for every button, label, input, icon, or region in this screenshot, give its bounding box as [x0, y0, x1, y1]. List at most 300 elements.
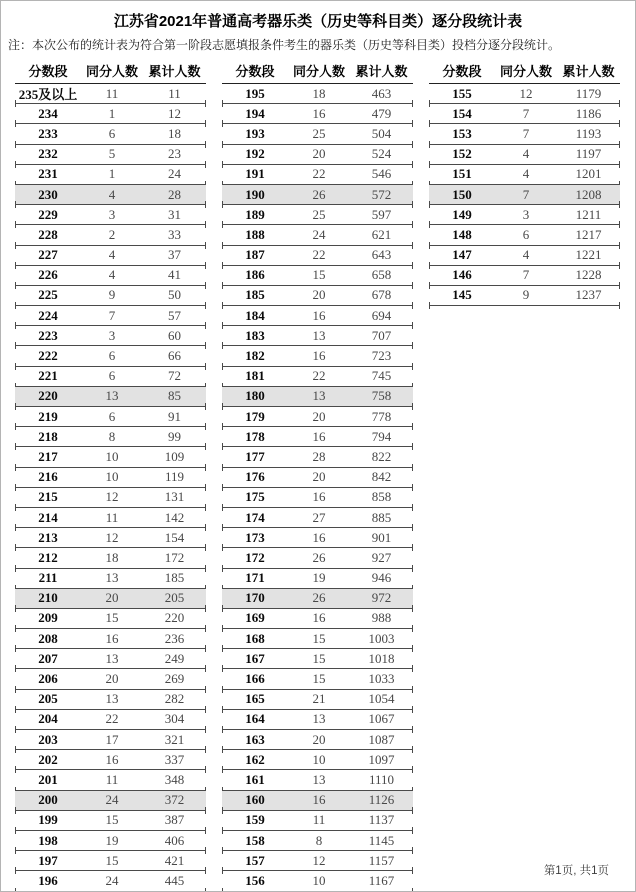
- score-cell: 184: [245, 307, 265, 323]
- cumulative-cell: 37: [168, 247, 181, 263]
- table-row: [15, 84, 206, 104]
- table-row: [15, 225, 206, 245]
- count-cell: 10: [105, 469, 119, 485]
- count-cell: 8: [315, 832, 323, 848]
- count-cell: 13: [105, 570, 119, 586]
- count-cell: 9: [522, 287, 530, 303]
- cumulative-cell: 946: [371, 570, 392, 586]
- table-row: [15, 306, 206, 326]
- table-row: [222, 326, 413, 346]
- cumulative-cell: 1208: [575, 186, 602, 202]
- score-cell: 170: [245, 590, 265, 606]
- count-cell: 13: [105, 691, 119, 707]
- score-cell: 209: [38, 610, 58, 626]
- table-row: [15, 246, 206, 266]
- score-cell: 227: [38, 247, 58, 263]
- table-row: [222, 609, 413, 629]
- table-row: [15, 710, 206, 730]
- cumulative-cell: 50: [168, 287, 181, 303]
- count-cell: 16: [312, 307, 326, 323]
- count-cell: 6: [522, 226, 530, 242]
- count-cell: 28: [312, 448, 326, 464]
- score-cell: 199: [38, 812, 58, 828]
- cumulative-cell: 321: [164, 731, 185, 747]
- table-row: [222, 367, 413, 387]
- score-cell: 207: [38, 650, 58, 666]
- score-cell: 226: [38, 267, 58, 283]
- score-cell: 153: [452, 125, 472, 141]
- cumulative-column-header: 累计人数: [562, 63, 615, 79]
- score-cell: 181: [245, 368, 265, 384]
- cumulative-cell: 1097: [368, 751, 395, 767]
- count-cell: 10: [105, 448, 119, 464]
- cumulative-cell: 822: [371, 448, 392, 464]
- score-cell: 193: [245, 125, 265, 141]
- table-row: [222, 124, 413, 144]
- table-row: [429, 165, 620, 185]
- score-cell: 215: [38, 489, 58, 505]
- score-cell: 169: [245, 610, 265, 626]
- table-row: [222, 104, 413, 124]
- cumulative-cell: 282: [164, 691, 185, 707]
- score-cell: 160: [245, 792, 265, 808]
- count-cell: 16: [312, 610, 326, 626]
- cumulative-cell: 572: [371, 186, 392, 202]
- table-row: [429, 185, 620, 205]
- score-cell: 145: [452, 287, 472, 303]
- table-row: [15, 488, 206, 508]
- score-cell: 171: [245, 570, 265, 586]
- cumulative-cell: 372: [164, 792, 185, 808]
- score-cell: 178: [245, 428, 265, 444]
- cumulative-cell: 11: [168, 85, 181, 101]
- cumulative-cell: 723: [371, 348, 392, 364]
- cumulative-cell: 304: [164, 711, 185, 727]
- cumulative-cell: 41: [168, 267, 181, 283]
- cumulative-cell: 901: [371, 529, 392, 545]
- table-header-row: [15, 57, 206, 84]
- cumulative-cell: 18: [168, 125, 181, 141]
- cumulative-cell: 927: [371, 549, 392, 565]
- cumulative-cell: 445: [164, 872, 185, 888]
- count-cell: 15: [312, 650, 326, 666]
- table-header-row: [222, 57, 413, 84]
- score-cell: 222: [38, 348, 58, 364]
- table-row: [222, 649, 413, 669]
- count-cell: 16: [105, 751, 119, 767]
- table-row: [15, 427, 206, 447]
- count-cell: 13: [312, 388, 326, 404]
- count-cell: 4: [108, 247, 116, 263]
- table-row: [15, 811, 206, 831]
- table-row: [222, 427, 413, 447]
- count-cell: 20: [312, 146, 326, 162]
- count-cell: 22: [312, 166, 326, 182]
- score-cell: 161: [245, 771, 265, 787]
- table-row: [222, 569, 413, 589]
- table-row: [15, 326, 206, 346]
- score-cell: 146: [452, 267, 472, 283]
- score-cell: 221: [38, 368, 58, 384]
- cumulative-cell: 794: [371, 428, 392, 444]
- score-cell: 152: [452, 146, 472, 162]
- score-cell: 220: [38, 388, 58, 404]
- cumulative-cell: 1197: [575, 146, 602, 162]
- table-row: [222, 629, 413, 649]
- count-cell: 11: [105, 85, 119, 101]
- count-cell: 15: [105, 812, 119, 828]
- score-cell: 231: [38, 166, 58, 182]
- score-cell: 235及以上: [18, 87, 78, 103]
- count-cell: 8: [108, 428, 116, 444]
- score-cell: 164: [245, 711, 265, 727]
- table-row: [222, 710, 413, 730]
- table-row: [222, 690, 413, 710]
- table-row: [15, 791, 206, 811]
- table-row: [15, 468, 206, 488]
- score-cell: 148: [452, 226, 472, 242]
- table-row: [15, 548, 206, 568]
- count-cell: 25: [312, 206, 326, 222]
- table-row: [15, 185, 206, 205]
- score-cell: 216: [38, 469, 58, 485]
- table-row: [222, 387, 413, 407]
- cumulative-cell: 66: [168, 348, 181, 364]
- cumulative-cell: 778: [371, 408, 392, 424]
- count-cell: 26: [312, 549, 326, 565]
- score-cell: 192: [245, 146, 265, 162]
- count-cell: 22: [312, 247, 326, 263]
- tables-container: [1, 53, 635, 892]
- table-row: [222, 185, 413, 205]
- score-cell: 210: [38, 590, 58, 606]
- table-row: [15, 205, 206, 225]
- cumulative-cell: 1179: [575, 85, 602, 101]
- table-row: [222, 770, 413, 790]
- count-cell: 13: [105, 650, 119, 666]
- cumulative-cell: 85: [168, 388, 181, 404]
- cumulative-cell: 524: [371, 146, 392, 162]
- count-cell: 13: [105, 388, 119, 404]
- count-cell: 12: [105, 489, 119, 505]
- cumulative-cell: 643: [371, 247, 392, 263]
- table-row: [15, 104, 206, 124]
- table-row: [15, 165, 206, 185]
- cumulative-cell: 1228: [575, 267, 602, 283]
- table-row: [222, 811, 413, 831]
- cumulative-cell: 1137: [368, 812, 395, 828]
- cumulative-cell: 658: [371, 267, 392, 283]
- cumulative-cell: 1145: [368, 832, 395, 848]
- score-cell: 186: [245, 267, 265, 283]
- score-cell: 190: [245, 186, 265, 202]
- cumulative-cell: 119: [164, 469, 185, 485]
- count-cell: 27: [312, 509, 326, 525]
- cumulative-cell: 33: [168, 226, 181, 242]
- count-cell: 19: [105, 832, 119, 848]
- table-row: [15, 367, 206, 387]
- count-cell: 24: [105, 872, 119, 888]
- score-cell: 233: [38, 125, 58, 141]
- table-row: [222, 306, 413, 326]
- table-row: [429, 205, 620, 225]
- cumulative-cell: 421: [164, 852, 185, 868]
- cumulative-cell: 972: [371, 590, 392, 606]
- score-cell: 213: [38, 529, 58, 545]
- score-cell: 214: [38, 509, 58, 525]
- count-cell: 7: [522, 125, 530, 141]
- table-row: [15, 649, 206, 669]
- cumulative-cell: 154: [164, 529, 185, 545]
- table-row: [429, 84, 620, 104]
- cumulative-cell: 131: [164, 489, 185, 505]
- table-row: [222, 84, 413, 104]
- table-row: [222, 831, 413, 851]
- table-row: [15, 669, 206, 689]
- count-cell: 13: [312, 711, 326, 727]
- note-text: 注：本次公布的统计表为符合第一阶段志愿填报条件考生的器乐类（历史等科目类）投档分逐分段统计。: [8, 38, 561, 52]
- cumulative-cell: 24: [168, 166, 181, 182]
- score-cell: 157: [245, 852, 265, 868]
- score-cell: 154: [452, 105, 472, 121]
- score-cell: 208: [38, 630, 58, 646]
- cumulative-cell: 249: [164, 650, 185, 666]
- count-cell: 7: [108, 307, 116, 323]
- cumulative-cell: 99: [168, 428, 181, 444]
- count-cell: 16: [312, 792, 326, 808]
- table-row: [15, 750, 206, 770]
- table-row: [222, 791, 413, 811]
- cumulative-cell: 1237: [575, 287, 602, 303]
- cumulative-cell: 236: [164, 630, 185, 646]
- cumulative-cell: 172: [164, 549, 185, 565]
- table-row: [429, 124, 620, 144]
- score-table-1: [15, 57, 206, 892]
- table-row: [222, 851, 413, 871]
- cumulative-cell: 1110: [368, 771, 395, 787]
- count-cell: 12: [519, 85, 533, 101]
- count-cell: 15: [105, 610, 119, 626]
- table-row: [15, 124, 206, 144]
- table-row: [222, 468, 413, 488]
- table-row: [15, 770, 206, 790]
- score-cell: 197: [38, 852, 58, 868]
- cumulative-cell: 1157: [368, 852, 395, 868]
- cumulative-cell: 745: [371, 368, 392, 384]
- score-cell: 155: [452, 85, 472, 101]
- table-row: [222, 266, 413, 286]
- score-cell: 223: [38, 327, 58, 343]
- cumulative-cell: 694: [371, 307, 392, 323]
- count-cell: 3: [522, 206, 530, 222]
- score-column-header: 分数段: [235, 63, 275, 79]
- score-table-2: [222, 57, 413, 892]
- score-cell: 187: [245, 247, 265, 263]
- score-cell: 225: [38, 287, 58, 303]
- score-table-3: [429, 57, 620, 306]
- table-row: [429, 145, 620, 165]
- table-row: [429, 104, 620, 124]
- score-cell: 180: [245, 388, 265, 404]
- count-cell: 25: [312, 125, 326, 141]
- count-cell: 6: [108, 408, 116, 424]
- cumulative-cell: 479: [371, 105, 392, 121]
- count-cell: 1: [108, 105, 116, 121]
- score-cell: 218: [38, 428, 58, 444]
- cumulative-cell: 23: [168, 146, 181, 162]
- table-row: [222, 669, 413, 689]
- count-cell: 11: [105, 509, 119, 525]
- count-cell: 16: [312, 105, 326, 121]
- page-title: 江苏省2021年普通高考器乐类（历史等科目类）逐分段统计表: [113, 13, 523, 30]
- table-row: [222, 508, 413, 528]
- table-row: [222, 750, 413, 770]
- table-row: [222, 488, 413, 508]
- count-cell: 13: [312, 771, 326, 787]
- score-cell: 150: [452, 186, 472, 202]
- table-row: [15, 589, 206, 609]
- cumulative-cell: 707: [371, 327, 392, 343]
- cumulative-cell: 1087: [368, 731, 395, 747]
- table-row: [429, 286, 620, 306]
- count-cell: 4: [108, 186, 116, 202]
- count-cell: 20: [105, 590, 119, 606]
- table-row: [222, 871, 413, 891]
- cumulative-cell: 885: [371, 509, 392, 525]
- cumulative-cell: 1018: [368, 650, 395, 666]
- count-cell: 18: [312, 85, 326, 101]
- count-column-header: 同分人数: [85, 63, 138, 79]
- cumulative-cell: 546: [371, 166, 392, 182]
- score-cell: 202: [38, 751, 58, 767]
- count-cell: 10: [312, 872, 326, 888]
- score-cell: 224: [38, 307, 58, 323]
- count-cell: 12: [105, 529, 119, 545]
- count-cell: 10: [312, 751, 326, 767]
- score-cell: 185: [245, 287, 265, 303]
- count-cell: 3: [108, 206, 116, 222]
- count-cell: 9: [108, 287, 116, 303]
- cumulative-cell: 142: [164, 509, 185, 525]
- table-header-row: [429, 57, 620, 84]
- count-cell: 26: [312, 590, 326, 606]
- score-column-header: 分数段: [442, 63, 482, 79]
- count-cell: 20: [312, 408, 326, 424]
- table-row: [15, 569, 206, 589]
- table-row: [15, 346, 206, 366]
- score-cell: 212: [38, 549, 58, 565]
- score-cell: 175: [245, 489, 265, 505]
- count-cell: 6: [108, 368, 116, 384]
- table-row: [222, 730, 413, 750]
- table-row: [429, 225, 620, 245]
- count-cell: 7: [522, 186, 530, 202]
- table-row: [15, 447, 206, 467]
- cumulative-cell: 842: [371, 469, 392, 485]
- count-cell: 11: [312, 812, 326, 828]
- cumulative-cell: 185: [164, 570, 185, 586]
- score-column-header: 分数段: [28, 63, 68, 79]
- cumulative-cell: 348: [164, 771, 185, 787]
- score-cell: 163: [245, 731, 265, 747]
- count-cell: 4: [108, 267, 116, 283]
- score-cell: 219: [38, 408, 58, 424]
- score-cell: 228: [38, 226, 58, 242]
- table-row: [222, 145, 413, 165]
- count-cell: 16: [312, 489, 326, 505]
- score-cell: 201: [38, 771, 58, 787]
- cumulative-cell: 337: [164, 751, 185, 767]
- count-cell: 4: [522, 247, 530, 263]
- count-cell: 20: [312, 469, 326, 485]
- score-cell: 149: [452, 206, 472, 222]
- score-cell: 174: [245, 509, 265, 525]
- table-row: [429, 266, 620, 286]
- score-cell: 168: [245, 630, 265, 646]
- count-cell: 17: [105, 731, 119, 747]
- score-cell: 188: [245, 226, 265, 242]
- score-cell: 234: [38, 105, 58, 121]
- score-cell: 151: [452, 166, 472, 182]
- cumulative-cell: 1193: [575, 125, 602, 141]
- cumulative-column-header: 累计人数: [148, 63, 201, 79]
- count-cell: 20: [312, 731, 326, 747]
- score-cell: 159: [245, 812, 265, 828]
- table-row: [222, 246, 413, 266]
- score-cell: 182: [245, 348, 265, 364]
- table-row: [15, 286, 206, 306]
- score-cell: 229: [38, 206, 58, 222]
- score-cell: 194: [245, 105, 265, 121]
- table-row: [222, 286, 413, 306]
- table-row: [15, 871, 206, 891]
- score-cell: 204: [38, 711, 58, 727]
- table-row: [15, 629, 206, 649]
- score-cell: 156: [245, 872, 265, 888]
- count-cell: 16: [312, 529, 326, 545]
- score-cell: 166: [245, 671, 265, 687]
- count-cell: 22: [105, 711, 119, 727]
- score-cell: 206: [38, 671, 58, 687]
- table-row: [15, 145, 206, 165]
- count-cell: 15: [312, 671, 326, 687]
- cumulative-cell: 205: [164, 590, 185, 606]
- table-row: [15, 831, 206, 851]
- score-cell: 196: [38, 872, 58, 888]
- table-row: [15, 387, 206, 407]
- cumulative-column-header: 累计人数: [355, 63, 408, 79]
- score-cell: 167: [245, 650, 265, 666]
- cumulative-cell: 1211: [575, 206, 602, 222]
- score-cell: 203: [38, 731, 58, 747]
- table-row: [222, 407, 413, 427]
- cumulative-cell: 1033: [368, 671, 395, 687]
- count-cell: 7: [522, 105, 530, 121]
- score-cell: 230: [38, 186, 58, 202]
- score-cell: 189: [245, 206, 265, 222]
- count-cell: 26: [312, 186, 326, 202]
- score-cell: 232: [38, 146, 58, 162]
- cumulative-cell: 1217: [575, 226, 602, 242]
- cumulative-cell: 1167: [368, 872, 395, 888]
- table-row: [222, 346, 413, 366]
- count-cell: 18: [105, 549, 119, 565]
- cumulative-cell: 988: [371, 610, 392, 626]
- cumulative-cell: 406: [164, 832, 185, 848]
- count-cell: 12: [312, 852, 326, 868]
- cumulative-cell: 109: [164, 448, 185, 464]
- table-row: [222, 205, 413, 225]
